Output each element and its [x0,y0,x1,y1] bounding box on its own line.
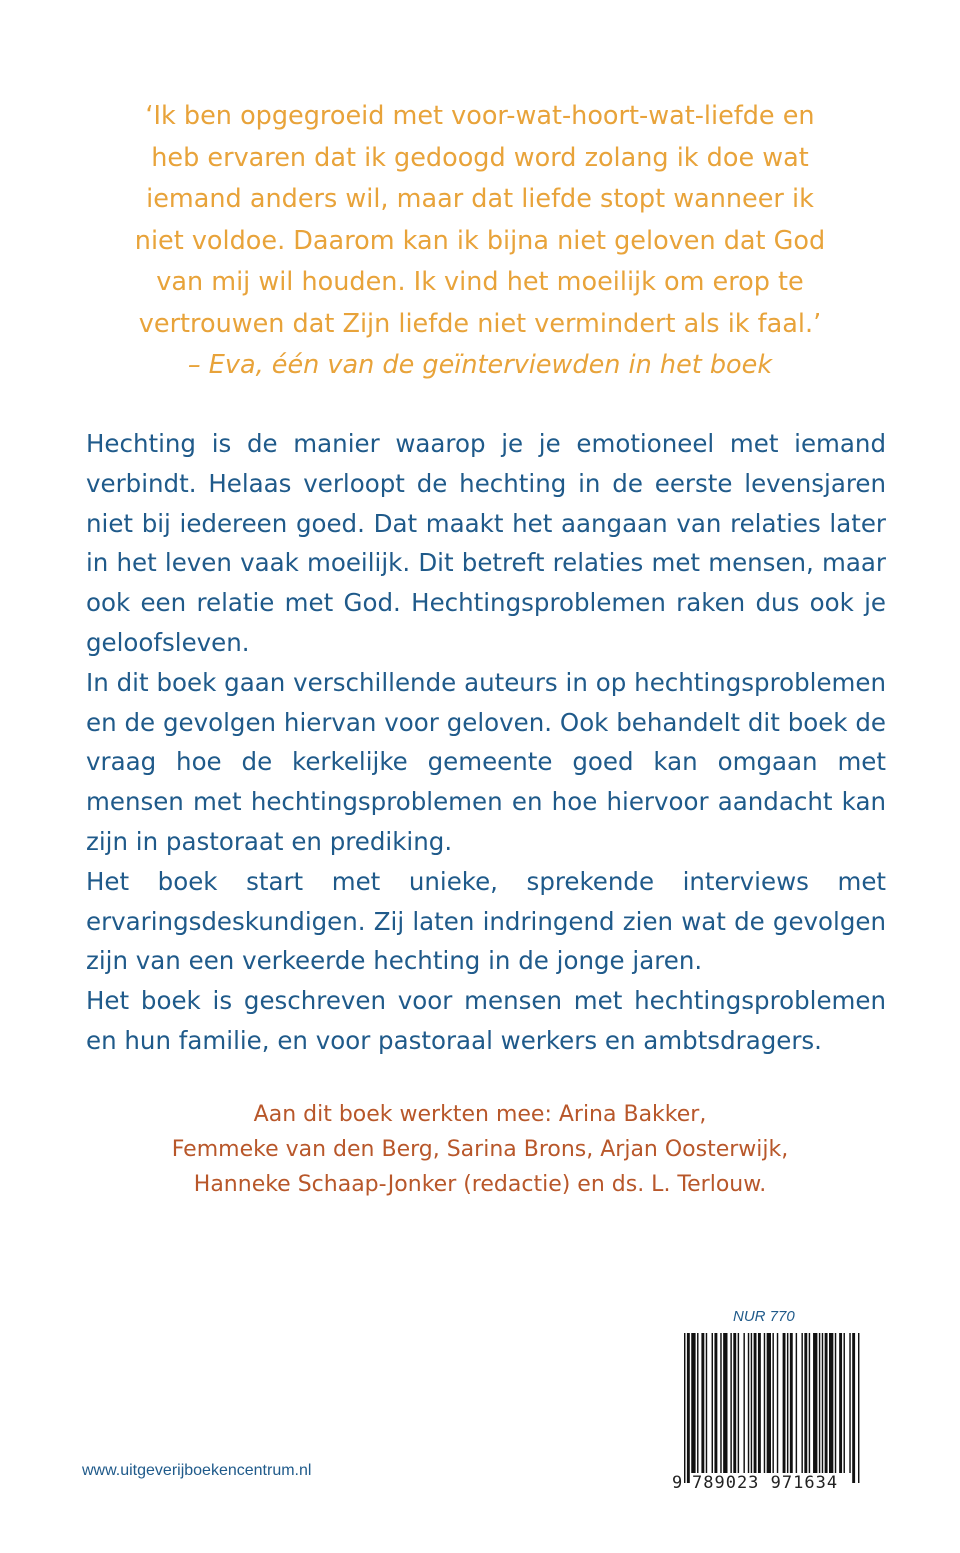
barcode-bar [701,1333,704,1473]
barcode-bar [825,1333,828,1473]
quote-line: ‘Ik ben opgegroeid met voor-wat-hoort-wat-liefde en [145,101,815,131]
publisher-website: www.uitgeverijboekencentrum.nl [82,1462,312,1479]
barcode-bar [687,1333,690,1483]
barcode-bar [691,1333,695,1473]
barcode-bar [822,1333,823,1473]
barcode-bar [819,1333,820,1473]
blurb-paragraph: Het boek is geschreven voor mensen met hechtingsproblemen en hun familie, en voor pastoraal werkers en ambtsdragers. [86,986,886,1055]
barcode-bar [835,1333,836,1473]
contributors-line: Aan dit boek werkten mee: Arina Bakker, [253,1102,707,1127]
barcode-bar [839,1333,842,1473]
barcode-bars [676,1333,866,1483]
barcode-bar [801,1333,802,1473]
barcode-bar [809,1333,810,1473]
barcode-bar [813,1333,817,1473]
quote-line: iemand anders wil, maar dat liefde stopt wanneer ik [146,184,814,214]
barcode-bar [772,1333,773,1483]
isbn-lead-digit: 9 [672,1473,684,1493]
barcode-bar [764,1333,765,1473]
contributors-credit [80,1097,880,1202]
blurb-paragraph: Hechting is de manier waarop je je emotioneel met iemand verbindt. Helaas verloopt de hechting in de eerste levensjaren niet bij iedereen goed. Dat maakt het aangaan van relaties later in het leven vaak moeilijk. Dit betreft relaties met mensen, maar ook een relatie met God. Hechtingsproblemen raken dus ook je geloofsleven. [86,429,886,657]
isbn-digits: 789023 971634 [692,1473,839,1493]
quote-line: heb ervaren dat ik gedoogd word zolang ik doe wat [151,142,809,173]
barcode-bar [783,1333,786,1473]
barcode-bar [849,1333,850,1473]
barcode-bar [723,1333,727,1473]
contributors-line: Femmeke van den Berg, Sarina Brons, Arjan Oosterwijk, [171,1137,789,1162]
barcode-bar [714,1333,717,1473]
barcode-bar [844,1333,845,1473]
barcode-bar [712,1333,713,1473]
barcode-bar [858,1333,859,1483]
barcode-bar [751,1333,752,1473]
barcode-bar [829,1333,833,1473]
barcode-bar [684,1333,685,1483]
back-cover-quote [80,96,880,387]
quote-line: van mij wil houden. Ik vind het moeilijk om erop te [156,267,804,297]
isbn-barcode [672,1333,866,1493]
barcode-bar [754,1333,757,1473]
blurb-paragraph: Het boek start met unieke, sprekende interviews met ervaringsdeskundigen. Zij laten indringend zien wat de gevolgen zijn van een verkeerde hechting in de jonge jaren. [86,866,886,976]
contributors-line: Hanneke Schaap-Jonker (redactie) en ds. L. Terlouw. [193,1172,767,1197]
barcode-bar [804,1333,807,1473]
barcode-bar [738,1333,739,1473]
barcode-bar [748,1333,749,1473]
barcode-bar [697,1333,698,1473]
nur-code: NUR 770 [733,1308,795,1325]
barcode-bar [790,1333,793,1473]
blurb-text [86,424,886,1061]
barcode-bar [743,1333,744,1473]
barcode-bar [852,1333,855,1483]
quote-line: niet voldoe. Daarom kan ik bijna niet geloven dat God [134,225,826,256]
barcode-bar [758,1333,761,1473]
quote-attribution: – Eva, één van de geïnterviewden in het boek [187,350,773,380]
barcode-bar [730,1333,731,1473]
barcode-bar [720,1333,721,1473]
isbn-number [672,1473,866,1495]
barcode-bar [796,1333,797,1473]
barcode-bar [767,1333,771,1473]
blurb-paragraph: In dit boek gaan verschillende auteurs in op hechtingsproblemen en de gevolgen hiervan voor geloven. Ook behandelt dit boek de vraag hoe de kerkelijke gemeente goed kan omgaan met mensen met hechtingsproblemen en hoe hiervoor aandacht kan zijn in pastoraat en prediking. [86,667,886,856]
barcode-bar [777,1333,778,1473]
barcode-bar [733,1333,736,1473]
quote-line: vertrouwen dat Zijn liefde niet vermindert als ik faal.’ [138,308,822,339]
barcode-bar [787,1333,788,1473]
barcode-bar [706,1333,707,1473]
